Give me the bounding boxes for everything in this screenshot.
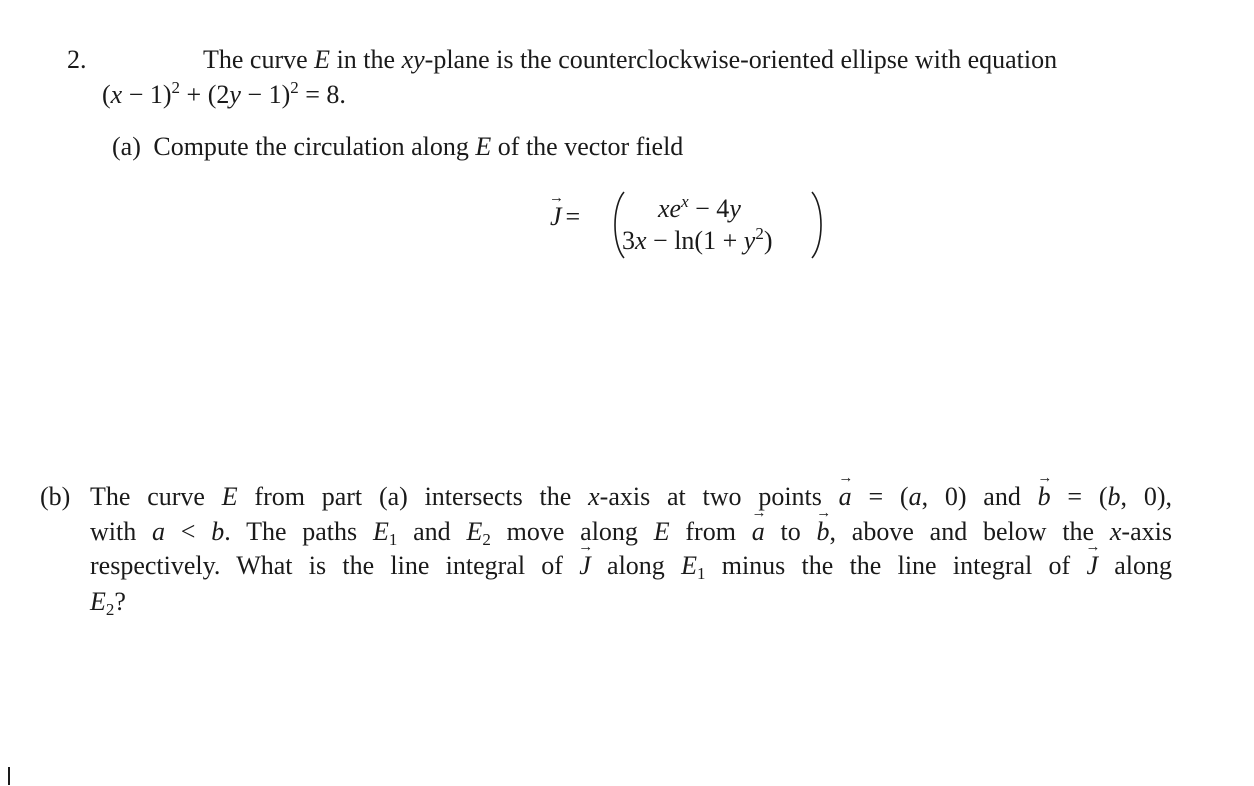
problem-number: 2. bbox=[67, 45, 87, 74]
right-paren-icon bbox=[808, 190, 828, 260]
field-symbol: → J = bbox=[550, 204, 580, 230]
part-b-label: (b) bbox=[40, 482, 71, 511]
part-b-line1: The curve E from part (a) intersects the x-axis at two points → a = (a, 0) and → b = (b, 0), bbox=[90, 484, 1172, 514]
field-component-x: $xe^x - 4y$ bbox=[658, 192, 741, 223]
ellipse-equation: $(x - 1)^2 + (2y - 1)^2 = 8$. bbox=[102, 78, 346, 109]
part-a-prompt: (a) Compute the circulation along E of the vector field bbox=[112, 132, 684, 161]
part-b-line2: with a < b. The paths $E_1$ and $E_2$ move along E from → a to → b, above and below the x-axis bbox=[90, 519, 1172, 549]
text-cursor bbox=[8, 767, 10, 785]
part-a-label: (a) bbox=[112, 132, 141, 161]
field-component-y: $3x - \ln(1 + y^2)$ bbox=[622, 224, 773, 255]
part-b-line3: respectively. What is the line integral of → J along $E_1$ minus the the line integral of → J along bbox=[90, 553, 1172, 583]
problem-intro-line1: The curve E in the xy-plane is the counterclockwise-oriented ellipse with equation bbox=[203, 45, 1058, 74]
part-b-line4: $E_2$? bbox=[90, 587, 126, 619]
vector-field-definition bbox=[550, 190, 830, 260]
